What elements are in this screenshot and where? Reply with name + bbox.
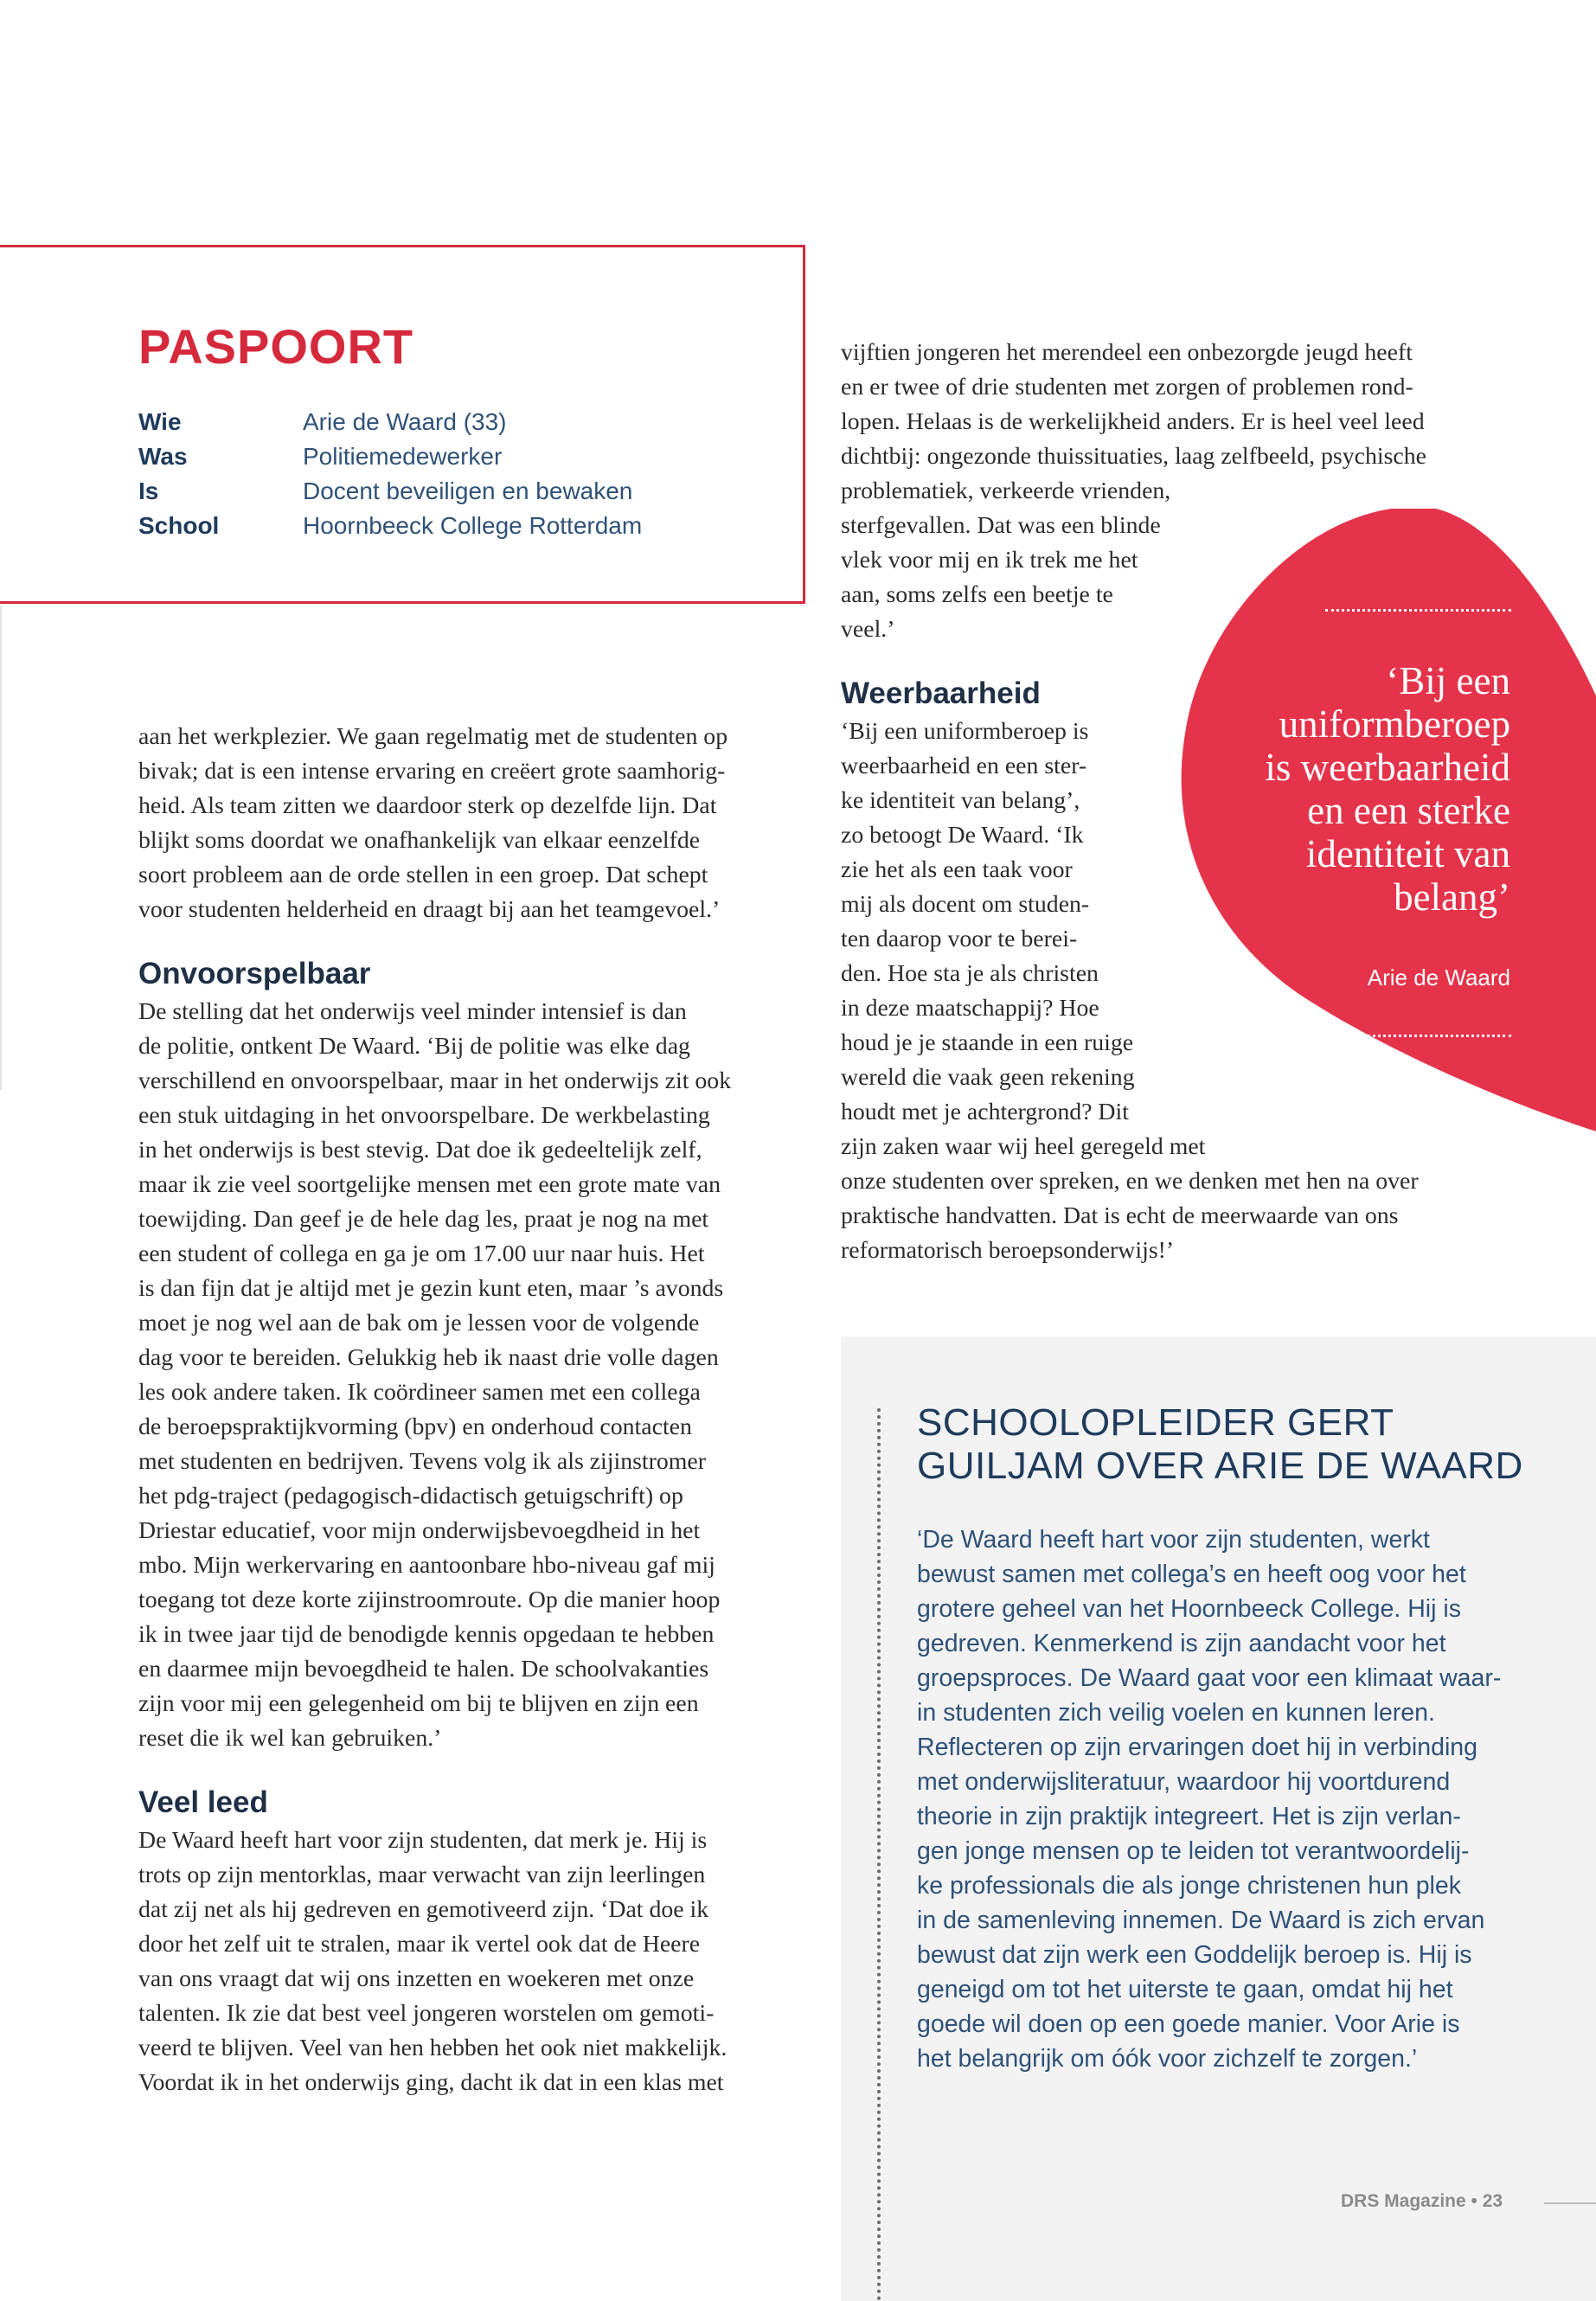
text-line: dag voor te bereiden. Gelukkig heb ik naast drie volle dagen	[138, 1344, 719, 1371]
passport-label: Was	[138, 443, 188, 470]
heading-weerbaarheid: Weerbaarheid	[841, 676, 1041, 710]
quote-line: belang’	[1394, 875, 1510, 919]
text-line: grotere geheel van het Hoornbeeck College. Hij is	[917, 1595, 1461, 1623]
text-line: talenten. Ik zie dat best veel jongeren worstelen om gemoti-	[138, 2000, 715, 2027]
text-line: soort probleem aan de orde stellen in een groep. Dat schept	[138, 862, 708, 888]
text-line: voor studenten helderheid en draagt bij aan het teamgevoel.’	[138, 896, 721, 923]
edge-line	[0, 606, 2, 1090]
text-line: verschillend en onvoorspelbaar, maar in het onderwijs zit ook	[138, 1067, 732, 1094]
text-line: theorie in zijn praktijk integreert. Het is zijn verlan-	[917, 1803, 1461, 1830]
passport-title: PASPOORT	[138, 319, 414, 374]
section-veel-leed	[138, 1823, 813, 2100]
text-line: de politie, ontkent De Waard. ‘Bij de politie was elke dag	[138, 1033, 690, 1060]
text-line: moet je nog wel aan de bak om je lessen voor de volgende	[138, 1310, 700, 1336]
passport-value: Arie de Waard (33)	[303, 408, 507, 435]
text-line: een stuk uitdaging in het onvoorspelbare. De werkbelasting	[138, 1102, 710, 1129]
text-line: Driestar educatief, voor mijn onderwijsbevoegdheid in het	[138, 1517, 701, 1544]
text-line: in deze maatschappij? Hoe	[841, 995, 1099, 1022]
text-line: toegang tot deze korte zijinstroomroute. Op die manier hoop	[138, 1586, 721, 1613]
text-line: ten daarop voor te berei-	[841, 926, 1078, 952]
text-line: in de samenleving innemen. De Waard is zich ervan	[917, 1907, 1485, 1934]
text-line: en daarmee mijn bevoegdheid te halen. De schoolvakanties	[138, 1656, 709, 1682]
text-line: les ook andere taken. Ik coördineer samen met een collega	[138, 1379, 701, 1406]
quote-line: uniformberoep	[1279, 702, 1510, 746]
text-line: De stelling dat het onderwijs veel minder intensief is dan	[138, 998, 687, 1025]
info-box-text	[917, 1522, 1574, 2076]
text-line: mbo. Mijn werkervaring en aantoonbare hbo-niveau gaf mij	[138, 1552, 715, 1579]
text-line: dat zij net als hij gedreven en gemotiveerd zijn. ‘Dat doe ik	[138, 1896, 709, 1923]
pull-quote-author: Arie de Waard	[1367, 965, 1510, 990]
text-line: onze studenten over spreken, en we denken met hen na over	[841, 1168, 1419, 1195]
text-line: mij als docent om studen-	[841, 891, 1090, 918]
text-line: geneigd om tot het uiterste te gaan, omdat hij het	[917, 1976, 1453, 2003]
text-line: een student of collega en ga je om 17.00 uur naar huis. Het	[138, 1240, 705, 1267]
text-line: vijftien jongeren het merendeel een onbezorgde jeugd heeft	[841, 339, 1413, 366]
text-line: het pdg-traject (pedagogisch-didactisch getuigschrift) op	[138, 1483, 683, 1509]
text-line: door het zelf uit te stralen, maar ik vertel ook dat de Heere	[138, 1931, 701, 1958]
text-line: sterfgevallen. Dat was een blinde	[841, 512, 1161, 539]
text-line: zo betoogt De Waard. ‘Ik	[841, 822, 1084, 849]
text-line: ik in twee jaar tijd de benodigde kennis opgedaan te hebben	[138, 1621, 715, 1648]
text-line: Voordat ik in het onderwijs ging, dacht ik dat in een klas met	[138, 2069, 724, 2096]
text-line: heid. Als team zitten we daardoor sterk op dezelfde lijn. Dat	[138, 792, 717, 819]
text-line: met studenten en bedrijven. Tevens volg ik als zijinstromer	[138, 1448, 707, 1475]
text-line: problematiek, verkeerde vrienden,	[841, 478, 1171, 504]
passport-label: Wie	[138, 408, 182, 435]
text-line: met onderwijsliteratuur, waardoor hij voortdurend	[917, 1768, 1451, 1796]
text-line: trots op zijn mentorklas, maar verwacht van zijn leerlingen	[138, 1862, 706, 1888]
text-line: in het onderwijs is best stevig. Dat doe ik gedeeltelijk zelf,	[138, 1137, 702, 1163]
info-box-title-line: GUILJAM OVER ARIE DE WAARD	[917, 1445, 1523, 1487]
text-line: bivak; dat is een intense ervaring en creëert grote saamhorig-	[138, 758, 726, 785]
text-line: reset die ik wel kan gebruiken.’	[138, 1725, 442, 1752]
passport-label: School	[138, 512, 220, 539]
left-intro	[138, 720, 813, 927]
text-line: praktische handvatten. Dat is echt de meerwaarde van ons	[841, 1202, 1399, 1229]
quote-line: en een sterke	[1307, 789, 1510, 832]
heading-veel-leed: Veel leed	[138, 1785, 268, 1819]
text-line: maar ik zie veel soortgelijke mensen met een grote mate van	[138, 1171, 721, 1198]
text-line: dichtbij: ongezonde thuissituaties, laag zelfbeeld, psychische	[841, 443, 1426, 470]
magazine-name: DRS Magazine	[1341, 2191, 1466, 2211]
text-line: toewijding. Dan geef je de hele dag les, praat je nog na met	[138, 1206, 709, 1233]
left-column	[138, 720, 813, 2100]
text-line: houd je je staande in een ruige	[841, 1029, 1134, 1056]
text-line: houdt met je achtergrond? Dit	[841, 1099, 1129, 1125]
text-line: is dan fijn dat je altijd met je gezin kunt eten, maar ’s avonds	[138, 1275, 724, 1302]
text-line: veel.’	[841, 616, 895, 643]
text-line: ‘Bij een uniformberoep is	[841, 718, 1089, 745]
text-line: van ons vraagt dat wij ons inzetten en woekeren met onze	[138, 1965, 695, 1992]
footer-rule	[1544, 2202, 1596, 2204]
text-line: veerd te blijven. Veel van hen hebben het ook niet makkelijk.	[138, 2035, 727, 2061]
text-line: groepsproces. De Waard gaat voor een klimaat waar-	[917, 1664, 1502, 1692]
text-line: het belangrijk om óók voor zichzelf te zorgen.’	[917, 2045, 1418, 2073]
heading-onvoorspelbaar: Onvoorspelbaar	[138, 957, 371, 990]
passport-label: Is	[138, 478, 159, 504]
text-line: en er twee of drie studenten met zorgen of problemen rond-	[841, 374, 1413, 401]
info-box-title	[917, 1401, 1557, 1488]
passport-value: Politiemedewerker	[303, 443, 503, 470]
footer-separator: •	[1471, 2191, 1477, 2211]
text-line: aan het werkplezier. We gaan regelmatig met de studenten op	[138, 723, 728, 750]
page-footer	[1341, 2189, 1503, 2214]
page-number: 23	[1482, 2191, 1503, 2211]
text-line: ke professionals die als jonge christenen hun plek	[917, 1872, 1461, 1900]
text-line: goede wil doen op een goede manier. Voor Arie is	[917, 2010, 1460, 2038]
text-line: blijkt soms doordat we onafhankelijk van elkaar eenzelfde	[138, 827, 701, 854]
section-onvoorspelbaar	[138, 995, 813, 1756]
text-line: lopen. Helaas is de werkelijkheid anders. Er is heel veel leed	[841, 408, 1425, 435]
text-line: gedreven. Kenmerkend is zijn aandacht voor het	[917, 1630, 1446, 1657]
right-intro	[841, 336, 1516, 647]
text-line: ‘De Waard heeft hart voor zijn studenten, werkt	[917, 1526, 1430, 1554]
info-box-title-line: SCHOOLOPLEIDER GERT	[917, 1401, 1394, 1444]
info-box-dotted-rule	[877, 1408, 881, 2301]
text-line: aan, soms zelfs een beetje te	[841, 581, 1113, 608]
text-line: De Waard heeft hart voor zijn studenten, dat merk je. Hij is	[138, 1827, 708, 1854]
quote-line: identiteit van	[1305, 832, 1510, 875]
text-line: reformatorisch beroepsonderwijs!’	[841, 1237, 1175, 1264]
text-line: bewust dat zijn werk een Goddelijk beroep is. Hij is	[917, 1941, 1472, 1969]
quote-line: is weerbaarheid	[1265, 746, 1510, 789]
right-column	[841, 336, 1516, 1268]
text-line: de beroepspraktijkvorming (bpv) en onderhoud contacten	[138, 1413, 692, 1440]
text-line: weerbaarheid en een ster-	[841, 753, 1087, 779]
quote-line: ‘Bij een	[1386, 659, 1510, 702]
section-weerbaarheid	[841, 715, 1516, 1268]
text-line: zie het als een taak voor	[841, 856, 1073, 883]
text-line: zijn voor mij een gelegenheid om bij te blijven en zijn een	[138, 1690, 699, 1717]
text-line: den. Hoe sta je als christen	[841, 960, 1099, 987]
text-line: wereld die vaak geen rekening	[841, 1064, 1135, 1091]
text-line: in studenten zich veilig voelen en kunnen leren.	[917, 1699, 1435, 1727]
passport-value: Hoornbeeck College Rotterdam	[303, 512, 643, 539]
text-line: zijn zaken waar wij heel geregeld met	[841, 1133, 1206, 1160]
text-line: gen jonge mensen op te leiden tot verantwoordelij-	[917, 1837, 1470, 1865]
text-line: vlek voor mij en ik trek me het	[841, 547, 1138, 574]
passport-value: Docent beveiligen en bewaken	[303, 478, 633, 504]
text-line: bewust samen met collega’s en heeft oog voor het	[917, 1561, 1466, 1588]
text-line: Reflecteren op zijn ervaringen doet hij in verbinding	[917, 1734, 1477, 1761]
text-line: ke identiteit van belang’,	[841, 787, 1080, 814]
